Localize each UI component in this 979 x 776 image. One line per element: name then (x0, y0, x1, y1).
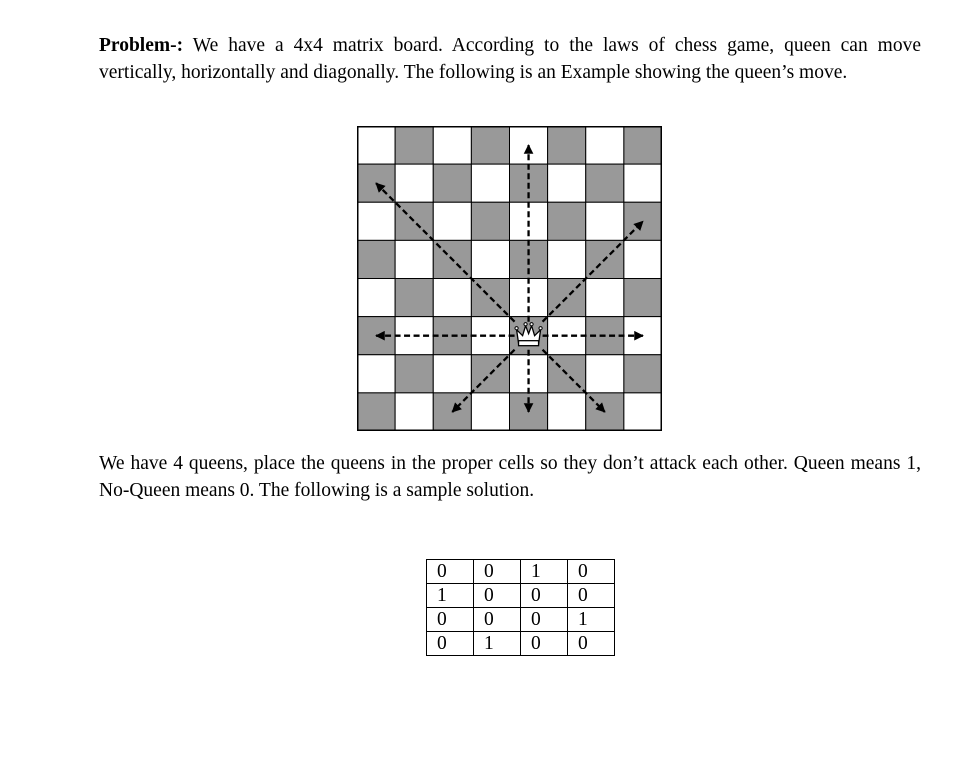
matrix-cell: 0 (568, 632, 615, 656)
problem-paragraph (99, 32, 921, 86)
board-square (433, 126, 471, 164)
board-square (357, 393, 395, 431)
board-square (433, 164, 471, 202)
board-square (357, 202, 395, 240)
board-square (395, 202, 433, 240)
board-square (471, 240, 509, 278)
matrix-cell: 0 (474, 584, 521, 608)
matrix-cell: 1 (568, 608, 615, 632)
matrix-cell: 0 (568, 584, 615, 608)
board-square (624, 279, 662, 317)
board-square (471, 126, 509, 164)
board-square (624, 393, 662, 431)
matrix-cell: 0 (568, 560, 615, 584)
board-square (548, 202, 586, 240)
solution-matrix (426, 559, 615, 656)
matrix-cell: 1 (474, 632, 521, 656)
matrix-cell: 1 (427, 584, 474, 608)
board-square (586, 202, 624, 240)
board-square (586, 164, 624, 202)
problem-text: We have a 4x4 matrix board. According to the laws of chess game, queen can move vertically, horizontally and diagonally. The following is an Example showing the queen’s move. (99, 35, 921, 83)
matrix-cell: 0 (521, 584, 568, 608)
matrix-cell: 1 (521, 560, 568, 584)
board-square (548, 240, 586, 278)
board-square (395, 164, 433, 202)
matrix-row (427, 632, 615, 656)
board-square (624, 164, 662, 202)
matrix-cell: 0 (427, 608, 474, 632)
board-square (471, 202, 509, 240)
matrix-cell: 0 (427, 560, 474, 584)
problem-label: Problem-: (99, 35, 184, 56)
board-square (357, 126, 395, 164)
board-square (548, 164, 586, 202)
board-square (433, 355, 471, 393)
board-square (395, 355, 433, 393)
matrix-row (427, 608, 615, 632)
matrix-cell: 0 (474, 560, 521, 584)
chessboard-diagram (357, 126, 662, 431)
board-square (395, 279, 433, 317)
matrix-cell: 0 (521, 632, 568, 656)
board-square (357, 240, 395, 278)
board-square (433, 202, 471, 240)
board-square (548, 126, 586, 164)
board-square (586, 279, 624, 317)
matrix-cell: 0 (521, 608, 568, 632)
instructions-paragraph: We have 4 queens, place the queens in the proper cells so they don’t attack each other. Queen means 1, No-Queen means 0. The following is a sample solution. (99, 453, 921, 501)
board-square (395, 240, 433, 278)
matrix-row (427, 584, 615, 608)
board-square (586, 355, 624, 393)
board-square (395, 126, 433, 164)
board-square (471, 164, 509, 202)
board-square (357, 355, 395, 393)
board-square (624, 355, 662, 393)
matrix-cell: 0 (427, 632, 474, 656)
board-square (586, 126, 624, 164)
matrix-row (427, 560, 615, 584)
board-square (624, 126, 662, 164)
board-square (433, 279, 471, 317)
board-square (548, 393, 586, 431)
board-square (395, 393, 433, 431)
board-square (471, 393, 509, 431)
board-square (357, 279, 395, 317)
board-square (624, 240, 662, 278)
matrix-cell: 0 (474, 608, 521, 632)
